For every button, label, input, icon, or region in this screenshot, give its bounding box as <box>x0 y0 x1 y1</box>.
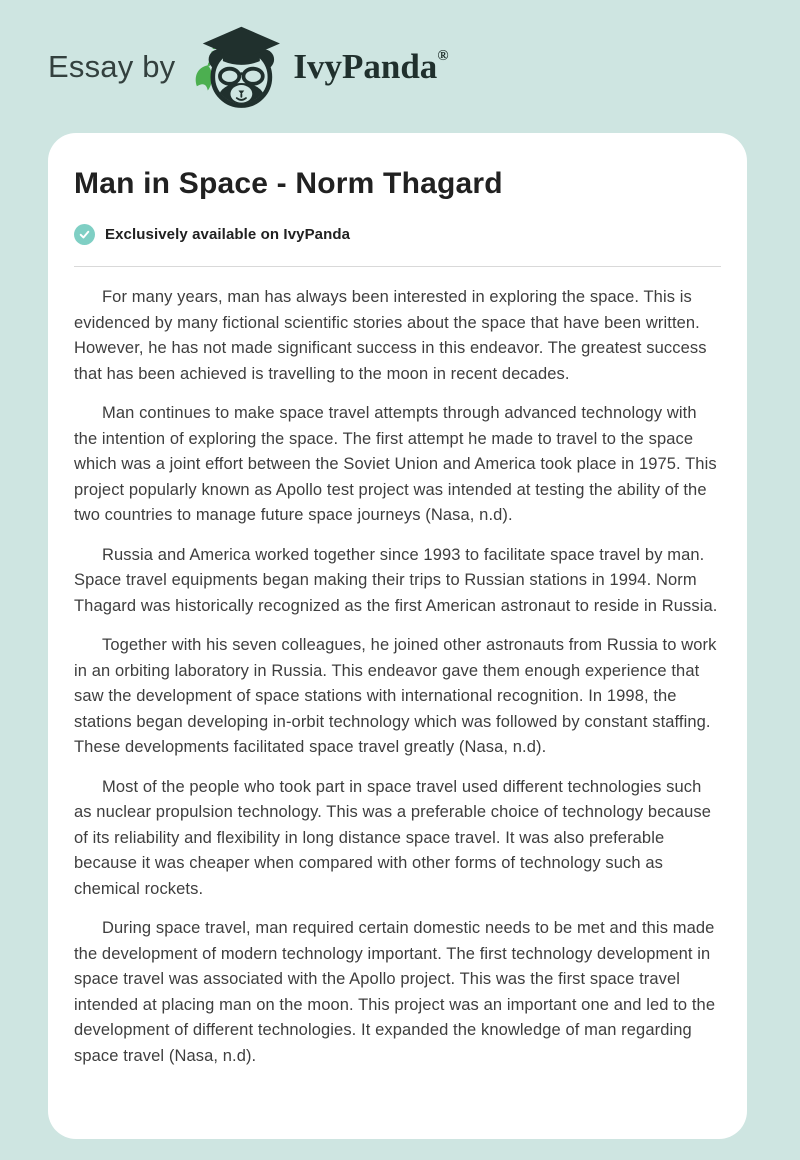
divider <box>74 266 721 267</box>
exclusive-badge-label: Exclusively available on IvyPanda <box>105 226 351 243</box>
registered-mark: ® <box>437 48 449 64</box>
exclusive-badge <box>74 224 721 245</box>
ivypanda-logo <box>191 25 448 109</box>
essay-paragraph: During space travel, man required certain domestic needs to be met and this made the development of modern technology important. The first technology development in space travel was associated with the Apollo project. This was the first space travel intended at placing man on the moon. This project was an important one and led to the development of different technologies. It expanded the knowledge of man regarding space travel (Nasa, n.d). <box>74 919 716 1065</box>
page-header <box>0 0 800 133</box>
essay-paragraph: Together with his seven colleagues, he joined other astronauts from Russia to work in an orbiting laboratory in Russia. This endeavor gave them enough experience that saw the development of space stations with international recognition. In 1998, the stations began developing in-orbit technology which was followed by constant staffing. These developments facilitated space travel greatly (Nasa, n.d). <box>74 636 717 756</box>
essay-paragraph: Most of the people who took part in space travel used different technologies such as nuclear propulsion technology. This was a preferable choice of technology because of its reliability and flexibility in long distance space travel. It was also preferable because it was cheaper when compared with other forms of technology such as chemical rockets. <box>74 777 712 898</box>
essay-paragraph: Russia and America worked together since 1993 to facilitate space travel by man. Space travel equipments began making their trips to Russian stations in 1994. Norm Thagard was historically recognized as the first American astronaut to reside in Russia. <box>74 545 718 615</box>
essay-by-label: Essay by <box>48 48 176 84</box>
essay-body <box>74 285 721 1069</box>
essay-card <box>48 133 747 1139</box>
check-icon <box>74 224 95 245</box>
panda-graduate-icon <box>191 25 285 109</box>
brand-wordmark: IvyPanda® <box>293 47 449 86</box>
page-title: Man in Space - Norm Thagard <box>74 167 503 200</box>
essay-paragraph: Man continues to make space travel attempts through advanced technology with the intention of exploring the space. The first attempt he made to travel to the space which was a joint effort between the Soviet Union and America took place in 1975. This project popularly known as Apollo test project was intended at testing the ability of the two countries to manage future space journeys (Nasa, n.d). <box>74 404 717 524</box>
essay-paragraph: For many years, man has always been interested in exploring the space. This is evidenced by many fictional scientific stories about the space that have been written. However, he has not made significant success in this endeavor. The greatest success that has been achieved is travelling to the moon in recent decades. <box>74 288 707 383</box>
